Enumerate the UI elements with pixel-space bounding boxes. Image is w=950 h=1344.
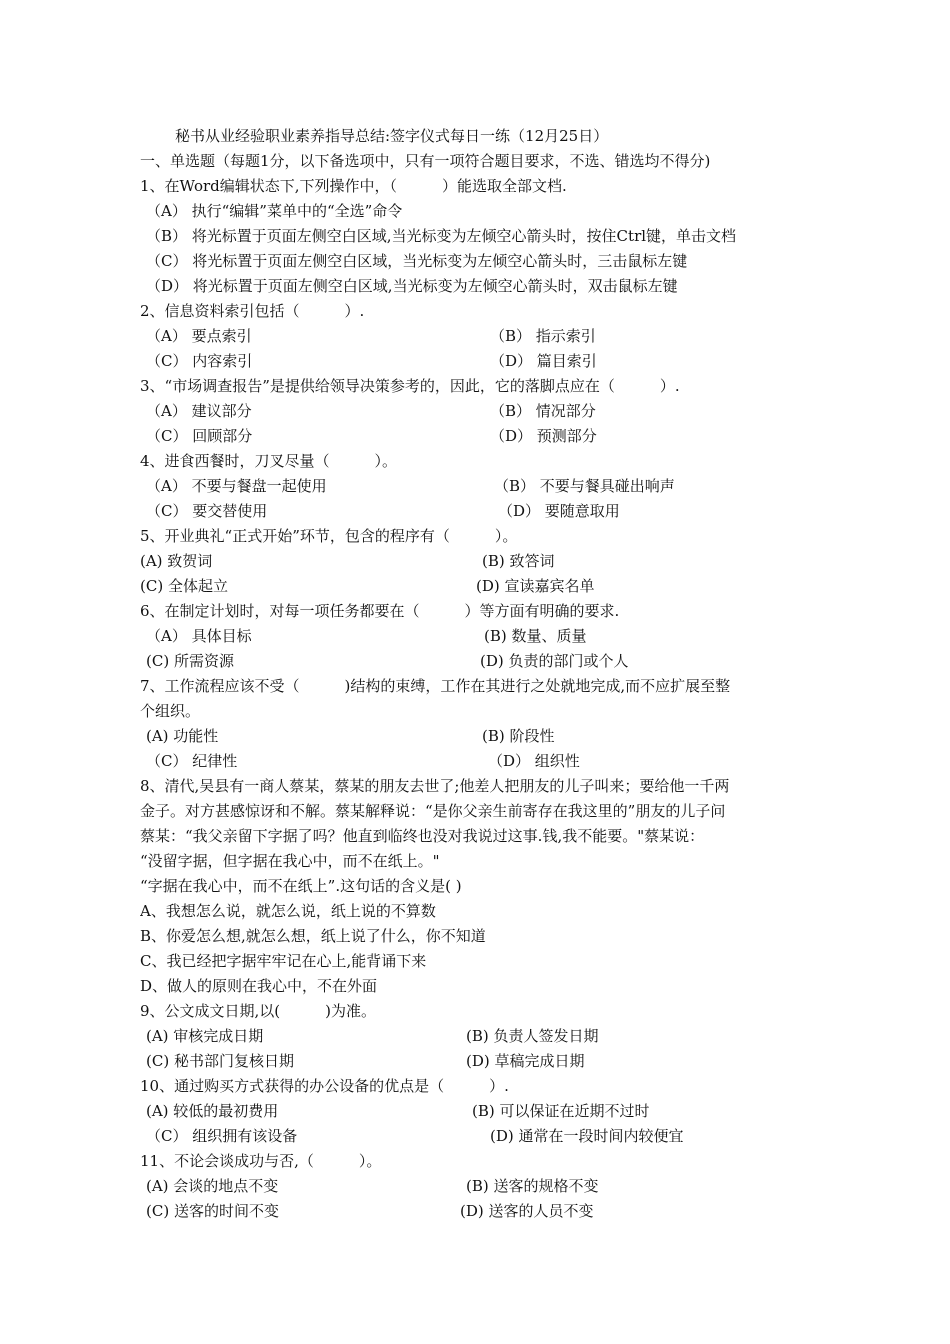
document-title: 秘书从业经验职业素养指导总结:签字仪式每日一练（12月25日） [175, 127, 609, 145]
question-9-row-1 [146, 1024, 826, 1048]
question-9-option-b: (B) 负责人签发日期 [466, 1027, 599, 1045]
question-11-row-1 [146, 1174, 826, 1198]
question-6-option-c: (C) 所需资源 [146, 652, 234, 670]
question-4-row-2 [146, 499, 826, 523]
question-3-row-1 [146, 399, 826, 423]
question-11-row-2 [146, 1199, 826, 1223]
question-5-option-b: (B) 致答词 [482, 552, 555, 570]
question-8-passage-line-2: 金子。对方甚感惊讶和不解。蔡某解释说：“是你父亲生前寄存在我这里的”朋友的儿子问 [140, 802, 726, 820]
question-10-option-c: （C） 组织拥有该设备 [146, 1127, 298, 1145]
question-7-row-2 [146, 749, 826, 773]
question-1-option-c: （C） 将光标置于页面左侧空白区域，当光标变为左倾空心箭头时，三击鼠标左键 [146, 252, 688, 270]
question-4-option-b: （B） 不要与餐具碰出响声 [494, 477, 675, 495]
question-1-stem: 1、在Word编辑状态下,下列操作中，（ ）能选取全部文档. [140, 177, 567, 195]
question-6-option-a: （A） 具体目标 [146, 627, 252, 645]
question-7-option-d: （D） 组织性 [488, 752, 580, 770]
question-4-option-d: （D） 要随意取用 [498, 502, 620, 520]
question-9-option-c: (C) 秘书部门复核日期 [146, 1052, 294, 1070]
question-9-row-2 [146, 1049, 826, 1073]
question-10-option-b: (B) 可以保证在近期不过时 [472, 1102, 650, 1120]
question-2-option-c: （C） 内容索引 [146, 352, 253, 370]
question-8-passage-line-3: 蔡某：“我父亲留下字据了吗？他直到临终也没对我说过这事.钱,我不能要。"蔡某说： [140, 827, 705, 845]
question-7-stem-line-1: 7、工作流程应该不受（ )结构的束缚，工作在其进行之处就地完成,而不应扩展至整 [140, 677, 731, 695]
question-5-option-d: (D) 宣读嘉宾名单 [476, 577, 595, 595]
question-1-option-a: （A） 执行“编辑”菜单中的“全选”命令 [146, 202, 403, 220]
question-11-option-d: (D) 送客的人员不变 [460, 1202, 594, 1220]
question-10-row-2 [146, 1124, 826, 1148]
question-4-option-c: （C） 要交替使用 [146, 502, 268, 520]
question-7-row-1 [146, 724, 826, 748]
question-8-option-b: B、你爱怎么想,就怎么想，纸上说了什么，你不知道 [140, 927, 486, 945]
question-2-stem: 2、信息资料索引包括（ ）. [140, 302, 365, 320]
question-2-row-2 [146, 349, 826, 373]
question-10-row-1 [146, 1099, 826, 1123]
question-6-row-2 [146, 649, 826, 673]
question-3-row-2 [146, 424, 826, 448]
question-7-option-a: (A) 功能性 [146, 727, 219, 745]
question-10-stem: 10、通过购买方式获得的办公设备的优点是（ ）. [140, 1077, 509, 1095]
question-5-row-1 [140, 549, 820, 573]
question-9-option-a: (A) 审核完成日期 [146, 1027, 264, 1045]
question-5-stem: 5、开业典礼“正式开始”环节，包含的程序有（ ）。 [140, 527, 518, 545]
question-8-option-c: C、我已经把字据牢牢记在心上,能背诵下来 [140, 952, 427, 970]
question-6-row-1 [146, 624, 826, 648]
question-4-option-a: （A） 不要与餐盘一起使用 [146, 477, 327, 495]
question-3-option-d: （D） 预测部分 [490, 427, 597, 445]
question-8-option-d: D、做人的原则在我心中，不在外面 [140, 977, 378, 995]
question-9-option-d: (D) 草稿完成日期 [466, 1052, 585, 1070]
question-3-option-c: （C） 回顾部分 [146, 427, 253, 445]
question-1-option-d: （D） 将光标置于页面左侧空白区域,当光标变为左倾空心箭头时，双击鼠标左键 [146, 277, 678, 295]
question-1-option-b: （B） 将光标置于页面左侧空白区域,当光标变为左倾空心箭头时，按住Ctrl键，单击文档 [146, 227, 737, 245]
question-11-option-b: (B) 送客的规格不变 [466, 1177, 599, 1195]
question-5-row-2 [140, 574, 820, 598]
question-8-stem: “字据在我心中，而不在纸上”.这句话的含义是( ) [140, 877, 462, 895]
question-6-option-d: (D) 负责的部门或个人 [480, 652, 629, 670]
question-7-option-b: (B) 阶段性 [482, 727, 555, 745]
question-8-passage-line-4: “没留字据，但字据在我心中，而不在纸上。" [140, 852, 440, 870]
question-11-option-a: (A) 会谈的地点不变 [146, 1177, 279, 1195]
question-6-stem: 6、在制定计划时，对每一项任务都要在（ ）等方面有明确的要求. [140, 602, 620, 620]
question-4-row-1 [146, 474, 826, 498]
question-10-option-d: (D) 通常在一段时间内较便宜 [490, 1127, 684, 1145]
question-11-option-c: (C) 送客的时间不变 [146, 1202, 279, 1220]
question-2-option-a: （A） 要点索引 [146, 327, 252, 345]
question-10-option-a: (A) 较低的最初费用 [146, 1102, 279, 1120]
question-9-stem: 9、公文成文日期,以( )为准。 [140, 1002, 377, 1020]
question-11-stem: 11、不论会谈成功与否,（ ）。 [140, 1152, 382, 1170]
question-7-stem-line-2: 个组织。 [140, 702, 201, 720]
question-8-option-a: A、我想怎么说，就怎么说，纸上说的不算数 [140, 902, 436, 920]
question-3-stem: 3、“市场调查报告”是提供给领导决策参考的，因此，它的落脚点应在（ ）. [140, 377, 680, 395]
question-5-option-a: (A) 致贺词 [140, 552, 213, 570]
question-6-option-b: (B) 数量、质量 [484, 627, 587, 645]
section-heading: 一、单选题（每题1分，以下备选项中，只有一项符合题目要求，不选、错选均不得分) [140, 152, 711, 170]
question-3-option-b: （B） 情况部分 [490, 402, 596, 420]
question-2-option-b: （B） 指示索引 [490, 327, 596, 345]
question-5-option-c: (C) 全体起立 [140, 577, 228, 595]
question-2-option-d: （D） 篇目索引 [490, 352, 597, 370]
question-4-stem: 4、进食西餐时，刀叉尽量（ ）。 [140, 452, 398, 470]
question-7-option-c: （C） 纪律性 [146, 752, 238, 770]
question-2-row-1 [146, 324, 826, 348]
question-3-option-a: （A） 建议部分 [146, 402, 252, 420]
question-8-passage-line-1: 8、清代,吴县有一商人蔡某，蔡某的朋友去世了;他差人把朋友的儿子叫来；要给他一千两 [140, 777, 730, 795]
